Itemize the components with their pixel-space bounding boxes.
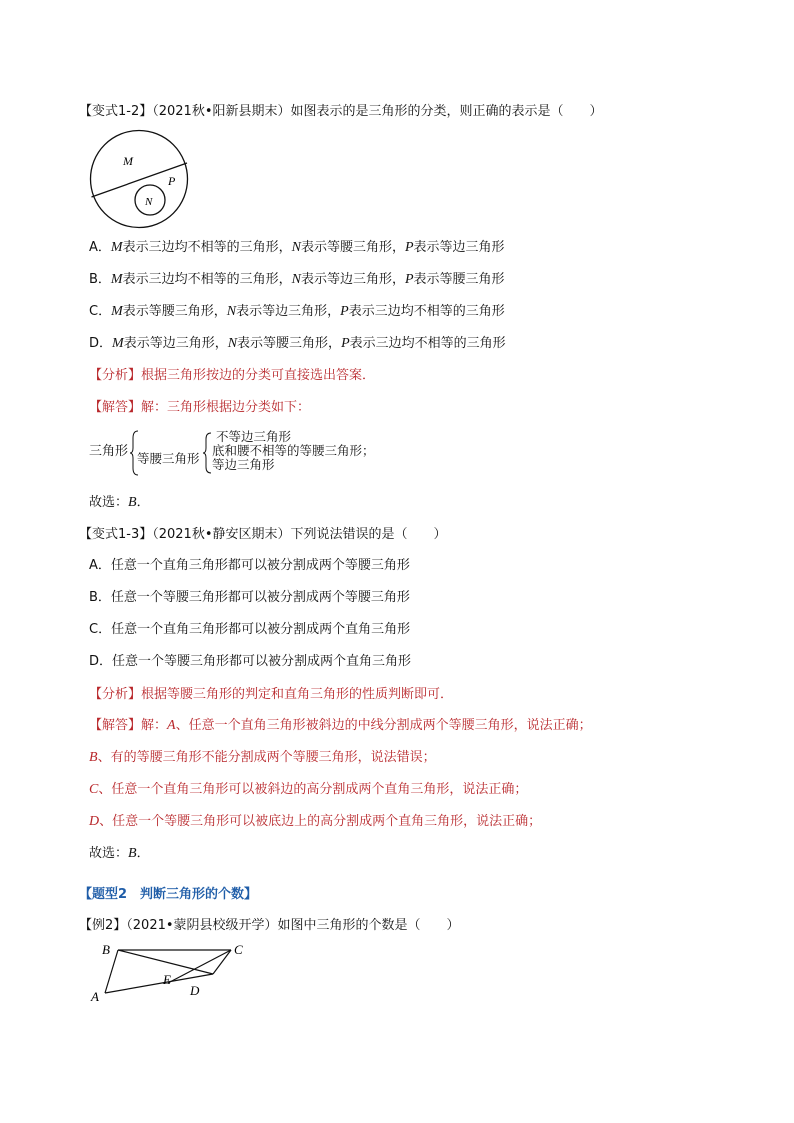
point-a: A <box>91 989 99 1004</box>
label-m: M <box>123 154 133 168</box>
point-c: C <box>234 942 243 957</box>
q12-tag: 【变式1-2】 <box>79 104 153 119</box>
answer-tag: 【解答】 <box>89 400 142 415</box>
class-mid: 等腰三角形 <box>137 451 200 466</box>
q12-option-a: A．M表示三边均不相等的三角形，N表示等腰三角形，P表示等边三角形 <box>89 240 505 255</box>
q12-source: （2021秋•阳新县期末） <box>152 104 291 119</box>
q13-answer-line-3: C、任意一个直角三角形可以被斜边的高分割成两个直角三角形，说法正确； <box>89 782 528 797</box>
point-e: E <box>163 972 171 987</box>
q13-answer-line-4: D、任意一个等腰三角形可以被底边上的高分割成两个直角三角形，说法正确； <box>89 814 542 829</box>
q13-option-c: C．任意一个直角三角形都可以被分割成两个直角三角形 <box>89 622 411 637</box>
q12-answer: 【解答】解：三角形根据边分类如下： <box>89 400 311 415</box>
q13-option-d: D．任意一个等腰三角形都可以被分割成两个直角三角形 <box>89 654 412 669</box>
q12-stem: 如图表示的是三角形的分类，则正确的表示是（ ） <box>290 104 603 119</box>
class-root: 三角形 <box>89 444 129 459</box>
q13-option-a: A．任意一个直角三角形都可以被分割成两个等腰三角形 <box>89 558 410 573</box>
q13-stem-line <box>79 526 447 544</box>
ex2-stem-line <box>79 917 460 935</box>
q12-analysis: 【分析】根据三角形按边的分类可直接选出答案． <box>89 368 376 383</box>
label-n: N <box>145 196 153 208</box>
label-p: P <box>168 174 176 188</box>
ex2-stem: 如图中三角形的个数是（ ） <box>277 918 460 933</box>
ex2-triangle-figure <box>88 938 258 1008</box>
q12-option-b: B．M表示三边均不相等的三角形，N表示等边三角形，P表示等腰三角形 <box>89 272 505 287</box>
q12-choice: 故选：B． <box>89 495 150 510</box>
q13-option-b: B．任意一个等腰三角形都可以被分割成两个等腰三角形 <box>89 590 410 605</box>
q13-answer-line-1: 【解答】解：A、任意一个直角三角形被斜边的中线分割成两个等腰三角形，说法正确； <box>89 718 592 733</box>
q12-circle-figure <box>89 129 189 229</box>
q12-stem-line <box>79 103 603 121</box>
class-bottom: 等边三角形 <box>212 457 275 472</box>
q13-analysis: 【分析】根据等腰三角形的判定和直角三角形的性质判断即可． <box>89 687 454 702</box>
q13-tag: 【变式1-3】 <box>79 527 153 542</box>
class-middle: 底和腰不相等的等腰三角形； <box>212 443 375 458</box>
point-b: B <box>102 942 110 957</box>
q12-option-c: C．M表示等腰三角形，N表示等边三角形，P表示三边均不相等的三角形 <box>89 304 505 319</box>
q12-option-d: D．M表示等边三角形，N表示等腰三角形，P表示三边均不相等的三角形 <box>89 336 506 351</box>
ex2-tag: 【例2】 <box>79 918 127 933</box>
analysis-tag: 【分析】 <box>89 368 142 383</box>
ex2-source: （2021•蒙阴县校级开学） <box>126 918 278 933</box>
q13-answer-line-2: B、有的等腰三角形不能分割成两个等腰三角形，说法错误； <box>89 750 436 765</box>
q13-stem: 下列说法错误的是（ ） <box>290 527 447 542</box>
point-d: D <box>190 983 200 998</box>
q13-choice: 故选：B． <box>89 846 150 861</box>
class-top: 不等边三角形 <box>216 429 292 444</box>
type2-title: 【题型2 判断三角形的个数】 <box>79 887 258 902</box>
q13-source: （2021秋•静安区期末） <box>152 527 291 542</box>
